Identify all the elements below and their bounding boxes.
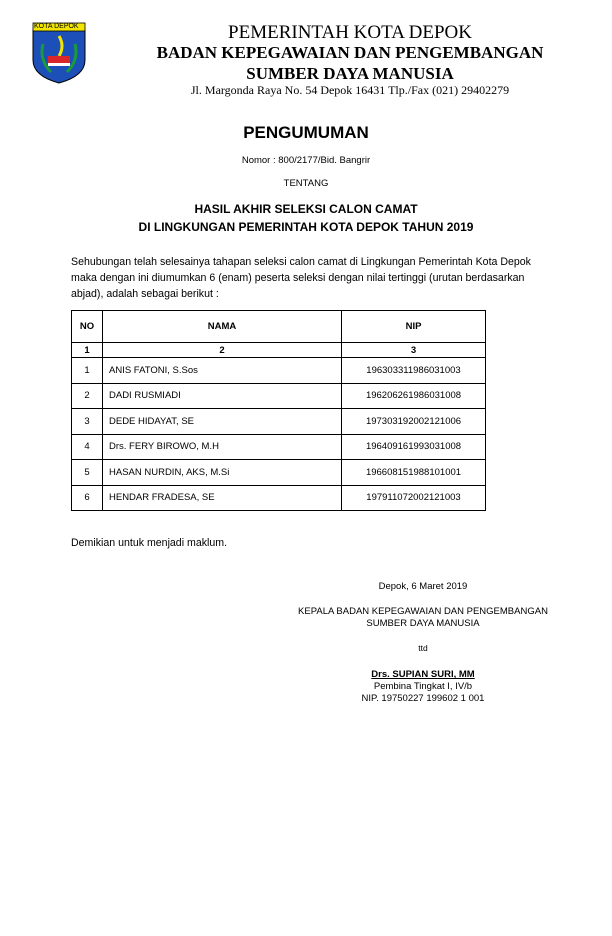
- place-date: Depok, 6 Maret 2019: [378, 581, 468, 592]
- cell-nip: 196206261986031008: [342, 383, 486, 409]
- table-row: [72, 460, 486, 486]
- cell-nama: ANIS FATONI, S.Sos: [103, 358, 342, 384]
- tentang-label: TENTANG: [283, 178, 329, 189]
- header-nama: NAMA: [103, 311, 342, 343]
- signer-position-line1: KEPALA BADAN KEPEGAWAIAN DAN PENGEMBANGAN: [298, 606, 548, 617]
- document-title: PENGUMUMAN: [243, 123, 369, 142]
- cell-nama: HENDAR FRADESA, SE: [103, 485, 342, 511]
- cell-nip: 196409161993031008: [342, 434, 486, 460]
- table-row: [72, 485, 486, 511]
- cell-no: 2: [72, 383, 103, 409]
- cell-no: 3: [72, 409, 103, 435]
- logo-text: KOTA DEPOK: [34, 23, 79, 30]
- cell-no: 6: [72, 485, 103, 511]
- cell-no: 4: [72, 434, 103, 460]
- table-row: [72, 358, 486, 384]
- column-index-row: 1 2 3: [72, 343, 486, 358]
- participants-table: [71, 310, 486, 511]
- ttd-label: ttd: [418, 643, 428, 653]
- table-header-row: [72, 311, 486, 343]
- table-row: [72, 409, 486, 435]
- cell-nama: Drs. FERY BIROWO, M.H: [103, 434, 342, 460]
- signer-position-line2: SUMBER DAYA MANUSIA: [366, 618, 480, 629]
- cell-nip: 196303311986031003: [342, 358, 486, 384]
- table-row: [72, 434, 486, 460]
- cell-nip: 197911072002121003: [342, 485, 486, 511]
- cell-no: 1: [72, 358, 103, 384]
- cell-nama: DEDE HIDAYAT, SE: [103, 409, 342, 435]
- document-number: Nomor : 800/2177/Bid. Bangrir: [241, 155, 371, 166]
- closing-text: Demikian untuk menjadi maklum.: [71, 537, 228, 549]
- letterhead-address: Jl. Margonda Raya No. 54 Depok 16431 Tlp./Fax (021) 29402279: [190, 83, 510, 97]
- letterhead-line2: BADAN KEPEGAWAIAN DAN PENGEMBANGAN: [156, 43, 544, 62]
- cell-no: 5: [72, 460, 103, 486]
- header-no: NO: [72, 311, 103, 343]
- cell-nama: HASAN NURDIN, AKS, M.Si: [103, 460, 342, 486]
- cell-nip: 196608151988101001: [342, 460, 486, 486]
- intro-paragraph: Sehubungan telah selesainya tahapan seleksi calon camat di Lingkungan Pemerintah Kota Depok maka dengan ini diumumkan 6 (enam) peserta seleksi dengan nilai tertinggi (urutan berdasarkan abjad), adalah sebagai berikut :: [71, 256, 531, 300]
- cell-nama: DADI RUSMIADI: [103, 383, 342, 409]
- signer-name: Drs. SUPIAN SURI, MM: [371, 669, 475, 680]
- cell-nip: 197303192002121006: [342, 409, 486, 435]
- signer-nip: NIP. 19750227 199602 1 001: [361, 693, 485, 704]
- kota-depok-logo: [31, 22, 87, 84]
- letterhead-line1: PEMERINTAH KOTA DEPOK: [228, 22, 472, 43]
- subject-line2: DI LINGKUNGAN PEMERINTAH KOTA DEPOK TAHUN 2019: [138, 220, 474, 234]
- signer-rank: Pembina Tingkat I, IV/b: [373, 681, 473, 692]
- letterhead-line3: SUMBER DAYA MANUSIA: [246, 64, 454, 83]
- subject-line1: HASIL AKHIR SELEKSI CALON CAMAT: [194, 202, 418, 216]
- table-row: [72, 383, 486, 409]
- header-nip: NIP: [342, 311, 486, 343]
